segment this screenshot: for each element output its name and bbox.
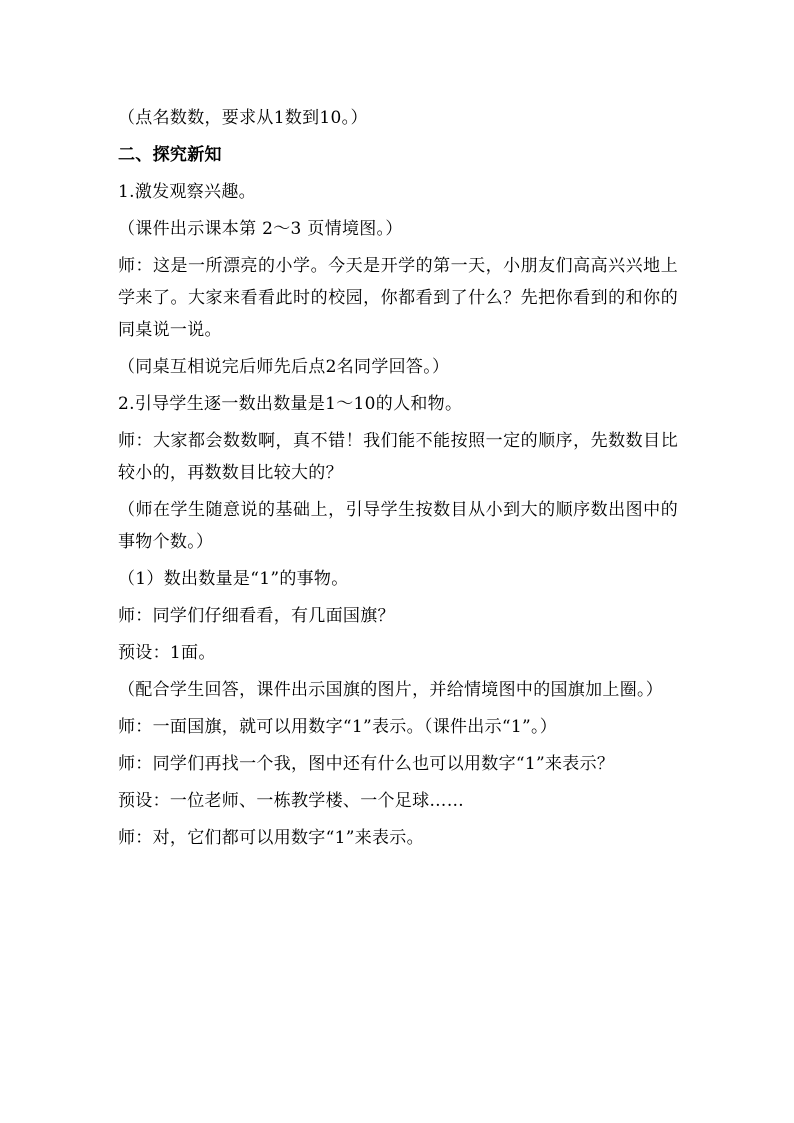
paragraph: 1.激发观察兴趣。 [118,182,256,202]
paragraph: 师：同学们仔细看看，有几面国旗？ [118,606,395,626]
paragraph: 师：同学们再找一个我，图中还有什么也可以用数字“1”来表示？ [118,754,615,774]
paragraph: 预设：一位老师、一栋教学楼、一个足球…… [118,791,464,811]
paragraph: （配合学生回答，课件出示国旗的图片，并给情境图中的国旗加上圈。） [118,680,664,700]
paragraph: 2.引导学生逐一数出数量是1～10的人和物。 [118,394,463,414]
document-body [118,102,678,859]
paragraph: 师：一面国旗，就可以用数字“1”表示。（课件出示“1”。） [118,717,558,737]
paragraph: 师：对，它们都可以用数字“1”来表示。 [118,828,424,848]
paragraph: （点名数数，要求从1数到10。） [118,108,368,128]
paragraph: 预设：1面。 [118,643,216,663]
paragraph: 师：大家都会数数啊，真不错！我们能不能按照一定的顺序，先数数目比较小的，再数数目比较大的？ [118,431,678,483]
paragraph: （1）数出数量是“1”的事物。 [118,569,349,589]
paragraph: （课件出示课本第 2～3 页情境图。） [118,219,403,239]
paragraph: （师在学生随意说的基础上，引导学生按数目从小到大的顺序数出图中的事物个数。） [118,500,678,552]
paragraph: 师：这是一所漂亮的小学。今天是开学的第一天，小朋友们高高兴兴地上学来了。大家来看看此时的校园，你都看到了什么？先把你看到的和你的同桌说一说。 [118,256,678,340]
section-heading: 二、探究新知 [118,145,222,165]
paragraph: （同桌互相说完后师先后点2名同学回答。） [118,357,450,377]
